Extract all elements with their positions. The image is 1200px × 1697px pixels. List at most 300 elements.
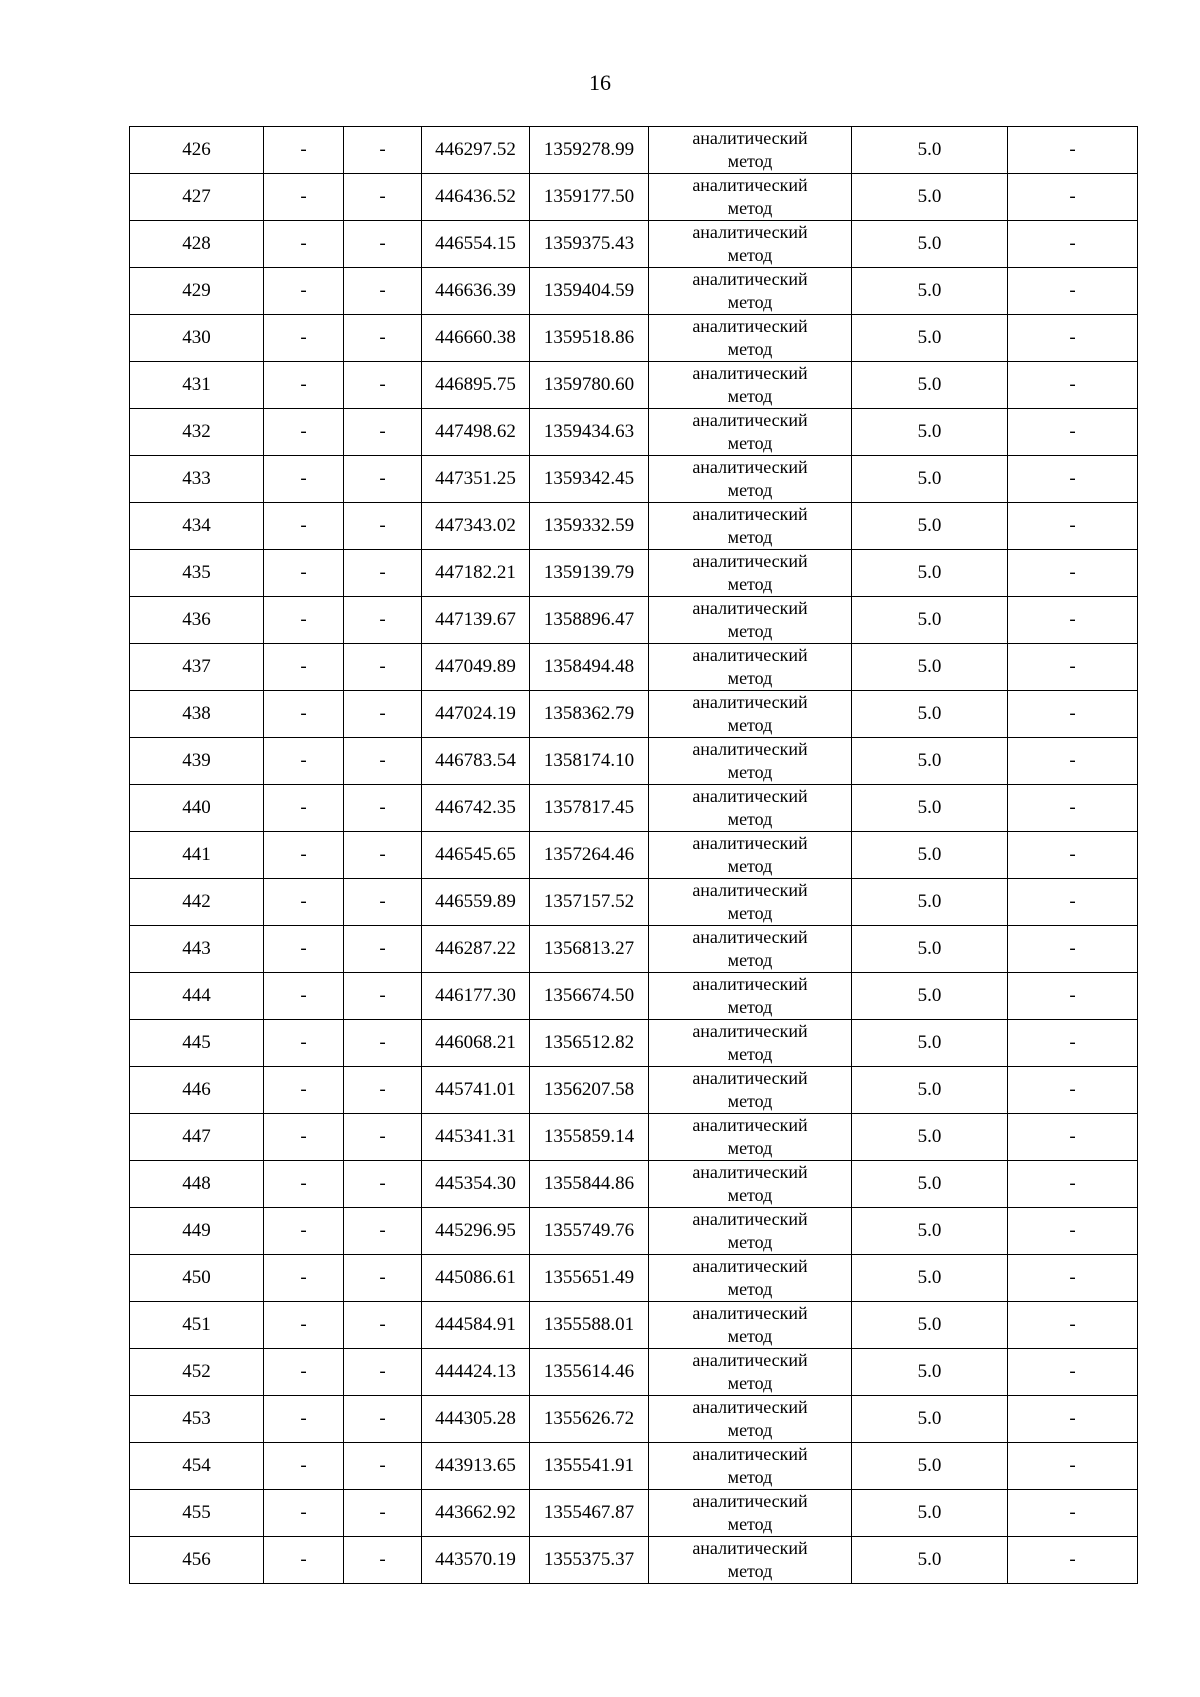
method-text-line: аналитический bbox=[692, 1397, 808, 1417]
method-cell bbox=[649, 1067, 852, 1114]
method-text-line: метод bbox=[727, 1514, 773, 1534]
description-cell: - bbox=[1008, 550, 1138, 597]
coord-x-cell: 444305.28 bbox=[422, 1396, 530, 1443]
empty-coord-y-cell: - bbox=[344, 1067, 422, 1114]
method-text-line: метод bbox=[727, 1232, 773, 1252]
table-row bbox=[130, 550, 1138, 597]
method-cell bbox=[649, 1490, 852, 1537]
accuracy-cell: 5.0 bbox=[852, 174, 1008, 221]
coord-x-cell: 446068.21 bbox=[422, 1020, 530, 1067]
method-cell bbox=[649, 503, 852, 550]
table-row bbox=[130, 1302, 1138, 1349]
method-text-line: аналитический bbox=[692, 645, 808, 665]
empty-coord-x-cell: - bbox=[264, 691, 344, 738]
description-cell: - bbox=[1008, 456, 1138, 503]
coord-y-cell: 1356207.58 bbox=[530, 1067, 649, 1114]
method-text-line: аналитический bbox=[692, 927, 808, 947]
description-cell: - bbox=[1008, 597, 1138, 644]
accuracy-cell: 5.0 bbox=[852, 738, 1008, 785]
point-number-cell: 430 bbox=[130, 315, 264, 362]
empty-coord-y-cell: - bbox=[344, 221, 422, 268]
empty-coord-x-cell: - bbox=[264, 174, 344, 221]
method-text-line: аналитический bbox=[692, 1162, 808, 1182]
point-number-cell: 431 bbox=[130, 362, 264, 409]
coord-y-cell: 1359139.79 bbox=[530, 550, 649, 597]
point-number-cell: 435 bbox=[130, 550, 264, 597]
point-number-cell: 433 bbox=[130, 456, 264, 503]
accuracy-cell: 5.0 bbox=[852, 268, 1008, 315]
accuracy-cell: 5.0 bbox=[852, 832, 1008, 879]
empty-coord-y-cell: - bbox=[344, 1537, 422, 1584]
coord-x-cell: 446554.15 bbox=[422, 221, 530, 268]
coord-y-cell: 1355626.72 bbox=[530, 1396, 649, 1443]
accuracy-cell: 5.0 bbox=[852, 1349, 1008, 1396]
table-row bbox=[130, 1537, 1138, 1584]
table-row bbox=[130, 1349, 1138, 1396]
point-number-cell: 451 bbox=[130, 1302, 264, 1349]
method-text-line: метод bbox=[727, 198, 773, 218]
method-text-line: метод bbox=[727, 903, 773, 923]
description-cell: - bbox=[1008, 738, 1138, 785]
method-text-line: метод bbox=[727, 527, 773, 547]
method-text-line: аналитический bbox=[692, 1256, 808, 1276]
empty-coord-y-cell: - bbox=[344, 832, 422, 879]
method-text-line: аналитический bbox=[692, 974, 808, 994]
empty-coord-y-cell: - bbox=[344, 1208, 422, 1255]
accuracy-cell: 5.0 bbox=[852, 1537, 1008, 1584]
description-cell: - bbox=[1008, 1490, 1138, 1537]
method-cell bbox=[649, 1302, 852, 1349]
empty-coord-y-cell: - bbox=[344, 1020, 422, 1067]
table-row bbox=[130, 1114, 1138, 1161]
empty-coord-y-cell: - bbox=[344, 691, 422, 738]
empty-coord-y-cell: - bbox=[344, 785, 422, 832]
method-cell bbox=[649, 832, 852, 879]
coord-y-cell: 1359434.63 bbox=[530, 409, 649, 456]
table-row bbox=[130, 973, 1138, 1020]
description-cell: - bbox=[1008, 1161, 1138, 1208]
empty-coord-y-cell: - bbox=[344, 1396, 422, 1443]
point-number-cell: 446 bbox=[130, 1067, 264, 1114]
accuracy-cell: 5.0 bbox=[852, 456, 1008, 503]
point-number-cell: 441 bbox=[130, 832, 264, 879]
coord-y-cell: 1357157.52 bbox=[530, 879, 649, 926]
coord-x-cell: 444584.91 bbox=[422, 1302, 530, 1349]
empty-coord-x-cell: - bbox=[264, 785, 344, 832]
method-cell bbox=[649, 221, 852, 268]
accuracy-cell: 5.0 bbox=[852, 879, 1008, 926]
coord-x-cell: 447024.19 bbox=[422, 691, 530, 738]
table-row bbox=[130, 362, 1138, 409]
method-text-line: аналитический bbox=[692, 504, 808, 524]
empty-coord-x-cell: - bbox=[264, 926, 344, 973]
empty-coord-x-cell: - bbox=[264, 362, 344, 409]
description-cell: - bbox=[1008, 1020, 1138, 1067]
table-row bbox=[130, 1067, 1138, 1114]
method-text-line: аналитический bbox=[692, 1444, 808, 1464]
empty-coord-y-cell: - bbox=[344, 174, 422, 221]
coord-x-cell: 447498.62 bbox=[422, 409, 530, 456]
method-cell bbox=[649, 691, 852, 738]
empty-coord-x-cell: - bbox=[264, 550, 344, 597]
coord-y-cell: 1359518.86 bbox=[530, 315, 649, 362]
empty-coord-y-cell: - bbox=[344, 409, 422, 456]
empty-coord-x-cell: - bbox=[264, 1208, 344, 1255]
accuracy-cell: 5.0 bbox=[852, 550, 1008, 597]
empty-coord-y-cell: - bbox=[344, 550, 422, 597]
table-row bbox=[130, 879, 1138, 926]
accuracy-cell: 5.0 bbox=[852, 315, 1008, 362]
method-text-line: метод bbox=[727, 386, 773, 406]
point-number-cell: 427 bbox=[130, 174, 264, 221]
method-cell bbox=[649, 409, 852, 456]
method-text-line: аналитический bbox=[692, 1491, 808, 1511]
accuracy-cell: 5.0 bbox=[852, 973, 1008, 1020]
accuracy-cell: 5.0 bbox=[852, 409, 1008, 456]
method-text-line: метод bbox=[727, 151, 773, 171]
description-cell: - bbox=[1008, 691, 1138, 738]
coord-x-cell: 443913.65 bbox=[422, 1443, 530, 1490]
empty-coord-x-cell: - bbox=[264, 315, 344, 362]
method-text-line: метод bbox=[727, 950, 773, 970]
coord-x-cell: 445354.30 bbox=[422, 1161, 530, 1208]
description-cell: - bbox=[1008, 1114, 1138, 1161]
method-text-line: аналитический bbox=[692, 880, 808, 900]
description-cell: - bbox=[1008, 174, 1138, 221]
method-text-line: аналитический bbox=[692, 410, 808, 430]
point-number-cell: 439 bbox=[130, 738, 264, 785]
table-row bbox=[130, 174, 1138, 221]
point-number-cell: 456 bbox=[130, 1537, 264, 1584]
point-number-cell: 426 bbox=[130, 127, 264, 174]
empty-coord-x-cell: - bbox=[264, 268, 344, 315]
method-text-line: аналитический bbox=[692, 551, 808, 571]
method-cell bbox=[649, 1020, 852, 1067]
empty-coord-y-cell: - bbox=[344, 1255, 422, 1302]
method-cell bbox=[649, 1443, 852, 1490]
method-text-line: метод bbox=[727, 292, 773, 312]
table-row bbox=[130, 1208, 1138, 1255]
accuracy-cell: 5.0 bbox=[852, 691, 1008, 738]
coord-y-cell: 1355844.86 bbox=[530, 1161, 649, 1208]
method-text-line: метод bbox=[727, 1185, 773, 1205]
empty-coord-y-cell: - bbox=[344, 597, 422, 644]
table-row bbox=[130, 503, 1138, 550]
table-row bbox=[130, 926, 1138, 973]
coord-y-cell: 1355651.49 bbox=[530, 1255, 649, 1302]
description-cell: - bbox=[1008, 1537, 1138, 1584]
method-text-line: метод bbox=[727, 1279, 773, 1299]
method-text-line: метод bbox=[727, 715, 773, 735]
accuracy-cell: 5.0 bbox=[852, 362, 1008, 409]
empty-coord-y-cell: - bbox=[344, 738, 422, 785]
method-text-line: метод bbox=[727, 1467, 773, 1487]
description-cell: - bbox=[1008, 127, 1138, 174]
method-text-line: аналитический bbox=[692, 175, 808, 195]
table-row bbox=[130, 1161, 1138, 1208]
empty-coord-y-cell: - bbox=[344, 1302, 422, 1349]
coord-x-cell: 447139.67 bbox=[422, 597, 530, 644]
accuracy-cell: 5.0 bbox=[852, 503, 1008, 550]
method-text-line: аналитический bbox=[692, 1115, 808, 1135]
empty-coord-x-cell: - bbox=[264, 597, 344, 644]
description-cell: - bbox=[1008, 221, 1138, 268]
empty-coord-y-cell: - bbox=[344, 1349, 422, 1396]
coord-x-cell: 446636.39 bbox=[422, 268, 530, 315]
coord-y-cell: 1356512.82 bbox=[530, 1020, 649, 1067]
method-text-line: аналитический bbox=[692, 692, 808, 712]
description-cell: - bbox=[1008, 879, 1138, 926]
description-cell: - bbox=[1008, 973, 1138, 1020]
method-text-line: аналитический bbox=[692, 786, 808, 806]
point-number-cell: 442 bbox=[130, 879, 264, 926]
table-row bbox=[130, 738, 1138, 785]
coord-x-cell: 446895.75 bbox=[422, 362, 530, 409]
coord-x-cell: 445741.01 bbox=[422, 1067, 530, 1114]
method-text-line: метод bbox=[727, 433, 773, 453]
empty-coord-y-cell: - bbox=[344, 1161, 422, 1208]
accuracy-cell: 5.0 bbox=[852, 221, 1008, 268]
empty-coord-x-cell: - bbox=[264, 1020, 344, 1067]
table-row bbox=[130, 832, 1138, 879]
coord-x-cell: 445296.95 bbox=[422, 1208, 530, 1255]
coord-y-cell: 1355749.76 bbox=[530, 1208, 649, 1255]
table-row bbox=[130, 644, 1138, 691]
table-row bbox=[130, 597, 1138, 644]
empty-coord-y-cell: - bbox=[344, 1490, 422, 1537]
method-text-line: аналитический bbox=[692, 1303, 808, 1323]
method-cell bbox=[649, 1161, 852, 1208]
method-cell bbox=[649, 1537, 852, 1584]
description-cell: - bbox=[1008, 1067, 1138, 1114]
coord-y-cell: 1355614.46 bbox=[530, 1349, 649, 1396]
method-text-line: метод bbox=[727, 621, 773, 641]
method-text-line: аналитический bbox=[692, 739, 808, 759]
coord-x-cell: 446177.30 bbox=[422, 973, 530, 1020]
coord-y-cell: 1359375.43 bbox=[530, 221, 649, 268]
empty-coord-x-cell: - bbox=[264, 1443, 344, 1490]
point-number-cell: 444 bbox=[130, 973, 264, 1020]
coord-y-cell: 1357817.45 bbox=[530, 785, 649, 832]
method-text-line: метод bbox=[727, 762, 773, 782]
point-number-cell: 429 bbox=[130, 268, 264, 315]
coord-x-cell: 446783.54 bbox=[422, 738, 530, 785]
point-number-cell: 437 bbox=[130, 644, 264, 691]
coord-y-cell: 1358362.79 bbox=[530, 691, 649, 738]
method-text-line: аналитический bbox=[692, 1538, 808, 1558]
table-row bbox=[130, 268, 1138, 315]
point-number-cell: 448 bbox=[130, 1161, 264, 1208]
table-row bbox=[130, 1396, 1138, 1443]
table-row bbox=[130, 691, 1138, 738]
method-cell bbox=[649, 268, 852, 315]
accuracy-cell: 5.0 bbox=[852, 785, 1008, 832]
table-row bbox=[130, 315, 1138, 362]
method-cell bbox=[649, 879, 852, 926]
accuracy-cell: 5.0 bbox=[852, 597, 1008, 644]
coord-x-cell: 447049.89 bbox=[422, 644, 530, 691]
method-cell bbox=[649, 1208, 852, 1255]
coord-y-cell: 1358896.47 bbox=[530, 597, 649, 644]
point-number-cell: 438 bbox=[130, 691, 264, 738]
method-cell bbox=[649, 456, 852, 503]
method-text-line: метод bbox=[727, 1561, 773, 1581]
method-cell bbox=[649, 174, 852, 221]
description-cell: - bbox=[1008, 1349, 1138, 1396]
empty-coord-x-cell: - bbox=[264, 879, 344, 926]
method-text-line: метод bbox=[727, 480, 773, 500]
description-cell: - bbox=[1008, 1255, 1138, 1302]
accuracy-cell: 5.0 bbox=[852, 127, 1008, 174]
coordinates-table bbox=[129, 126, 1138, 1584]
empty-coord-y-cell: - bbox=[344, 973, 422, 1020]
empty-coord-y-cell: - bbox=[344, 1443, 422, 1490]
method-cell bbox=[649, 1396, 852, 1443]
coord-x-cell: 446559.89 bbox=[422, 879, 530, 926]
point-number-cell: 428 bbox=[130, 221, 264, 268]
description-cell: - bbox=[1008, 644, 1138, 691]
coord-y-cell: 1355467.87 bbox=[530, 1490, 649, 1537]
point-number-cell: 440 bbox=[130, 785, 264, 832]
accuracy-cell: 5.0 bbox=[852, 1255, 1008, 1302]
empty-coord-x-cell: - bbox=[264, 1255, 344, 1302]
method-cell bbox=[649, 785, 852, 832]
empty-coord-x-cell: - bbox=[264, 644, 344, 691]
table-body bbox=[130, 127, 1138, 1584]
empty-coord-x-cell: - bbox=[264, 127, 344, 174]
empty-coord-y-cell: - bbox=[344, 268, 422, 315]
accuracy-cell: 5.0 bbox=[852, 1396, 1008, 1443]
coord-y-cell: 1356813.27 bbox=[530, 926, 649, 973]
description-cell: - bbox=[1008, 503, 1138, 550]
coord-y-cell: 1356674.50 bbox=[530, 973, 649, 1020]
empty-coord-y-cell: - bbox=[344, 503, 422, 550]
table-row bbox=[130, 1020, 1138, 1067]
empty-coord-x-cell: - bbox=[264, 738, 344, 785]
method-cell bbox=[649, 1255, 852, 1302]
method-text-line: аналитический bbox=[692, 833, 808, 853]
coord-y-cell: 1359332.59 bbox=[530, 503, 649, 550]
coord-y-cell: 1359278.99 bbox=[530, 127, 649, 174]
coord-x-cell: 446660.38 bbox=[422, 315, 530, 362]
table-row bbox=[130, 785, 1138, 832]
table-row bbox=[130, 409, 1138, 456]
accuracy-cell: 5.0 bbox=[852, 1443, 1008, 1490]
table-row bbox=[130, 221, 1138, 268]
method-text-line: метод bbox=[727, 574, 773, 594]
empty-coord-x-cell: - bbox=[264, 1161, 344, 1208]
table-row bbox=[130, 1255, 1138, 1302]
method-cell bbox=[649, 926, 852, 973]
method-cell bbox=[649, 315, 852, 362]
point-number-cell: 450 bbox=[130, 1255, 264, 1302]
accuracy-cell: 5.0 bbox=[852, 1302, 1008, 1349]
method-text-line: метод bbox=[727, 1373, 773, 1393]
table-row bbox=[130, 127, 1138, 174]
description-cell: - bbox=[1008, 926, 1138, 973]
empty-coord-y-cell: - bbox=[344, 315, 422, 362]
coord-y-cell: 1359780.60 bbox=[530, 362, 649, 409]
description-cell: - bbox=[1008, 1396, 1138, 1443]
empty-coord-x-cell: - bbox=[264, 1349, 344, 1396]
method-text-line: аналитический bbox=[692, 316, 808, 336]
method-text-line: аналитический bbox=[692, 363, 808, 383]
coord-x-cell: 443570.19 bbox=[422, 1537, 530, 1584]
method-text-line: метод bbox=[727, 1091, 773, 1111]
method-cell bbox=[649, 644, 852, 691]
coord-y-cell: 1355375.37 bbox=[530, 1537, 649, 1584]
coord-x-cell: 447343.02 bbox=[422, 503, 530, 550]
point-number-cell: 449 bbox=[130, 1208, 264, 1255]
empty-coord-y-cell: - bbox=[344, 644, 422, 691]
table-row bbox=[130, 456, 1138, 503]
empty-coord-y-cell: - bbox=[344, 1114, 422, 1161]
accuracy-cell: 5.0 bbox=[852, 1067, 1008, 1114]
method-text-line: метод bbox=[727, 1326, 773, 1346]
coord-y-cell: 1355588.01 bbox=[530, 1302, 649, 1349]
empty-coord-x-cell: - bbox=[264, 1114, 344, 1161]
description-cell: - bbox=[1008, 268, 1138, 315]
description-cell: - bbox=[1008, 785, 1138, 832]
description-cell: - bbox=[1008, 1302, 1138, 1349]
table-row bbox=[130, 1443, 1138, 1490]
method-text-line: метод bbox=[727, 1044, 773, 1064]
point-number-cell: 453 bbox=[130, 1396, 264, 1443]
coord-y-cell: 1355541.91 bbox=[530, 1443, 649, 1490]
method-text-line: аналитический bbox=[692, 1068, 808, 1088]
method-text-line: аналитический bbox=[692, 457, 808, 477]
point-number-cell: 436 bbox=[130, 597, 264, 644]
coord-x-cell: 444424.13 bbox=[422, 1349, 530, 1396]
coord-y-cell: 1359342.45 bbox=[530, 456, 649, 503]
empty-coord-x-cell: - bbox=[264, 221, 344, 268]
method-text-line: метод bbox=[727, 809, 773, 829]
coord-x-cell: 446287.22 bbox=[422, 926, 530, 973]
accuracy-cell: 5.0 bbox=[852, 644, 1008, 691]
empty-coord-y-cell: - bbox=[344, 879, 422, 926]
point-number-cell: 434 bbox=[130, 503, 264, 550]
point-number-cell: 455 bbox=[130, 1490, 264, 1537]
method-text-line: метод bbox=[727, 856, 773, 876]
method-text-line: метод bbox=[727, 1420, 773, 1440]
empty-coord-y-cell: - bbox=[344, 127, 422, 174]
coord-x-cell: 443662.92 bbox=[422, 1490, 530, 1537]
method-text-line: аналитический bbox=[692, 1350, 808, 1370]
accuracy-cell: 5.0 bbox=[852, 1208, 1008, 1255]
description-cell: - bbox=[1008, 315, 1138, 362]
method-cell bbox=[649, 1349, 852, 1396]
coord-x-cell: 447351.25 bbox=[422, 456, 530, 503]
empty-coord-x-cell: - bbox=[264, 973, 344, 1020]
coord-x-cell: 447182.21 bbox=[422, 550, 530, 597]
description-cell: - bbox=[1008, 1443, 1138, 1490]
point-number-cell: 452 bbox=[130, 1349, 264, 1396]
empty-coord-x-cell: - bbox=[264, 832, 344, 879]
method-text-line: метод bbox=[727, 1138, 773, 1158]
method-text-line: аналитический bbox=[692, 1021, 808, 1041]
accuracy-cell: 5.0 bbox=[852, 1114, 1008, 1161]
point-number-cell: 454 bbox=[130, 1443, 264, 1490]
empty-coord-y-cell: - bbox=[344, 362, 422, 409]
method-text-line: метод bbox=[727, 668, 773, 688]
empty-coord-y-cell: - bbox=[344, 456, 422, 503]
empty-coord-x-cell: - bbox=[264, 1490, 344, 1537]
coord-y-cell: 1355859.14 bbox=[530, 1114, 649, 1161]
method-text-line: метод bbox=[727, 245, 773, 265]
coord-x-cell: 446742.35 bbox=[422, 785, 530, 832]
method-cell bbox=[649, 362, 852, 409]
coord-y-cell: 1359177.50 bbox=[530, 174, 649, 221]
